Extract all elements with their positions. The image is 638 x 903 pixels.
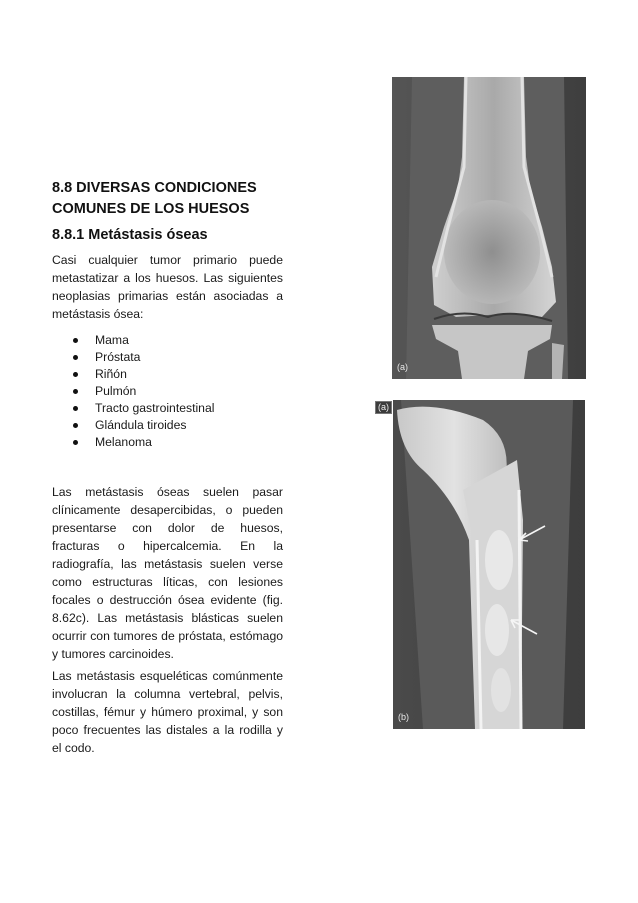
list-item-label: Próstata bbox=[95, 350, 141, 364]
text-column bbox=[52, 178, 283, 757]
list-item-label: Pulmón bbox=[95, 384, 137, 398]
list-item-label: Melanoma bbox=[95, 435, 152, 449]
list-item-label: Mama bbox=[95, 333, 129, 347]
section-title-line-2: COMUNES DE LOS HUESOS bbox=[52, 201, 250, 217]
section-title bbox=[52, 178, 283, 220]
bullet-icon bbox=[73, 440, 78, 445]
list-item-label: Tracto gastrointestinal bbox=[95, 401, 215, 415]
list-item bbox=[52, 417, 283, 434]
intro-paragraph: Casi cualquier tumor primario puede metastatizar a los huesos. Las siguientes neoplasias primarias están asociadas a metástasis ósea: bbox=[52, 253, 283, 321]
xray-knee-drawing bbox=[392, 77, 586, 379]
subsection-title: 8.8.1 Metástasis óseas bbox=[52, 227, 208, 243]
body-paragraph-1: Las metástasis óseas suelen pasar clínicamente desapercibidas, o pueden presentarse con dolor de huesos, fracturas o hipercalcemia. En la radiografía, las metástasis suelen verse como estructuras líticas, con lesiones focales o destrucción ósea evidente (fig. 8.62c). Las metástasis blásticas suelen ocurrir con tumores de próstata, estómago y tumores carcinoides. bbox=[52, 485, 283, 661]
primary-neoplasms-list bbox=[52, 332, 283, 451]
bullet-icon bbox=[73, 355, 78, 360]
figure-b-tab-label: (a) bbox=[375, 401, 392, 414]
figure-b-label: (b) bbox=[398, 712, 409, 722]
figure-a-label: (a) bbox=[397, 362, 408, 372]
bullet-icon bbox=[73, 389, 78, 394]
list-item-label: Riñón bbox=[95, 367, 127, 381]
section-title-line-1: 8.8 DIVERSAS CONDICIONES bbox=[52, 180, 257, 196]
bullet-icon bbox=[73, 406, 78, 411]
bullet-icon bbox=[73, 372, 78, 377]
xray-knee-image bbox=[392, 77, 586, 379]
list-item bbox=[52, 400, 283, 417]
list-item bbox=[52, 349, 283, 366]
list-item bbox=[52, 434, 283, 451]
bullet-icon bbox=[73, 338, 78, 343]
body-paragraph-2: Las metástasis esqueléticas comúnmente involucran la columna vertebral, pelvis, costillas, fémur y húmero proximal, y son poco frecuentes las distales a la rodilla y el codo. bbox=[52, 669, 283, 755]
list-item-label: Glándula tiroides bbox=[95, 418, 187, 432]
list-item bbox=[52, 332, 283, 349]
list-item bbox=[52, 383, 283, 400]
list-item bbox=[52, 366, 283, 383]
bullet-icon bbox=[73, 423, 78, 428]
xray-femur-drawing bbox=[393, 400, 585, 729]
xray-femur-image bbox=[393, 400, 585, 729]
